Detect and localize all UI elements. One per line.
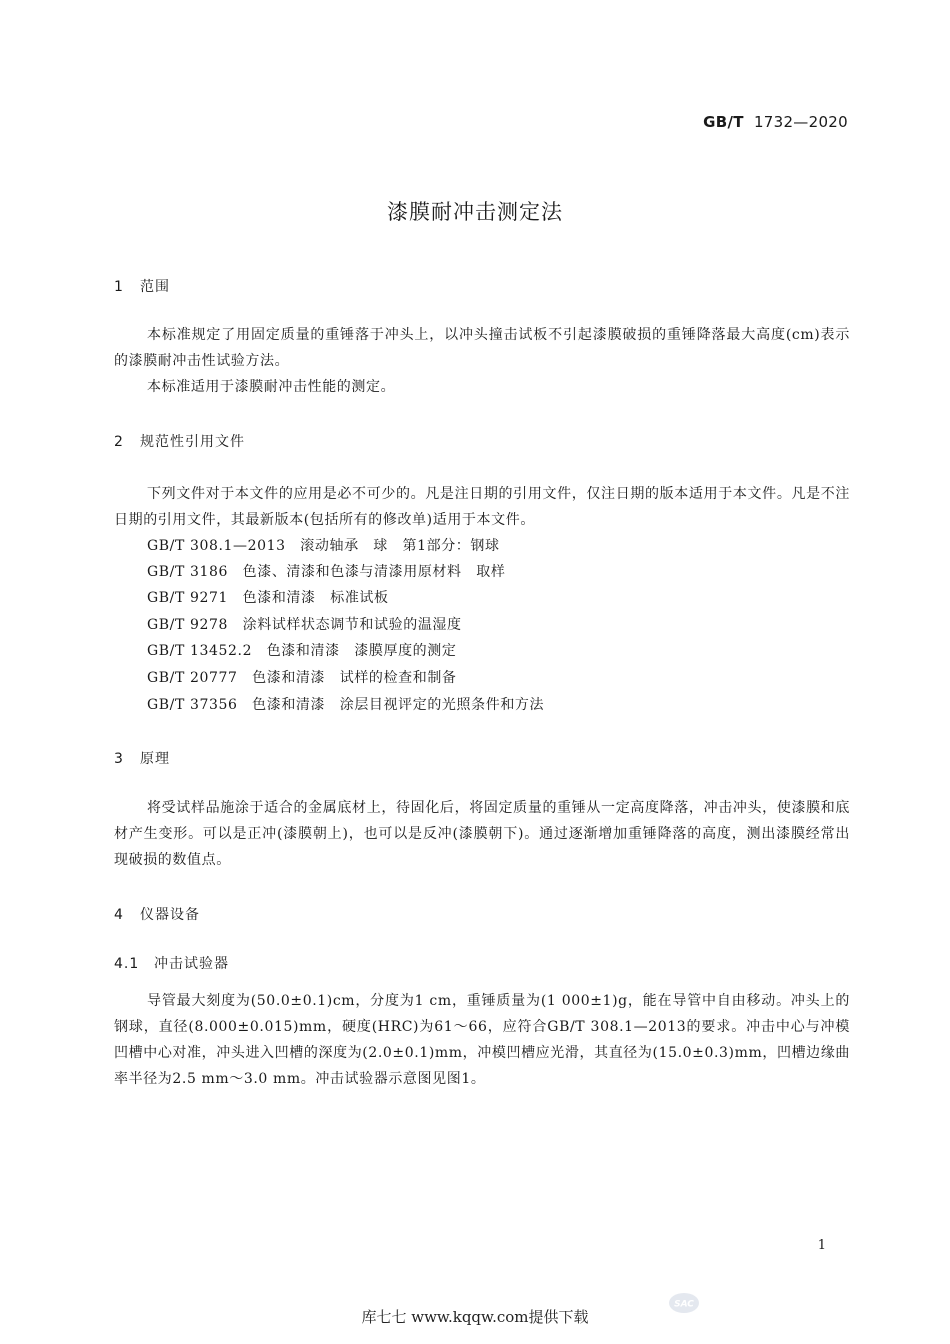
section-3-heading [114, 748, 170, 768]
section-title: 范围 [140, 279, 170, 295]
section-number: 1 [114, 279, 124, 295]
reference-name: 色漆和清漆 漆膜厚度的测定 [266, 643, 457, 659]
section-3-paragraph-1: 将受试样品施涂于适合的金属底材上，待固化后，将固定质量的重锤从一定高度降落，冲击冲头，使漆膜和底材产生变形。可以是正冲(漆膜朝上)，也可以是反冲(漆膜朝下)。通过逐渐增加重锤降落的高度，测出漆膜经常出现破损的数值点。 [114, 800, 850, 868]
section-number: 4.1 [114, 956, 140, 972]
section-2-paragraph-1: 下列文件对于本文件的应用是必不可少的。凡是注日期的引用文件，仅注日期的版本适用于本文件。凡是不注日期的引用文件，其最新版本(包括所有的修改单)适用于本文件。 [114, 486, 850, 528]
section-1-paragraph-2: 本标准适用于漆膜耐冲击性能的测定。 [147, 379, 396, 395]
reference-name: 涂料试样状态调节和试验的温湿度 [242, 617, 462, 633]
reference-name: 滚动轴承 球 第1部分：钢球 [300, 538, 500, 554]
section-1-heading [114, 276, 170, 296]
section-title: 冲击试验器 [154, 956, 229, 972]
reference-item [147, 638, 457, 664]
section-title: 原理 [140, 751, 170, 767]
section-number: 3 [114, 751, 124, 767]
download-footer: 库七七 www.kqqw.com提供下载 [361, 1308, 589, 1326]
section-4-1-heading [114, 953, 229, 973]
section-2-heading [114, 431, 245, 451]
section-number: 4 [114, 907, 124, 923]
sac-logo-text: SAC [674, 1299, 694, 1310]
section-1-paragraph-1: 本标准规定了用固定质量的重锤落于冲头上，以冲头撞击试板不引起漆膜破损的重锤降落最大高度(cm)表示的漆膜耐冲击性试验方法。 [114, 327, 850, 369]
reference-item [147, 692, 544, 718]
reference-item [147, 559, 505, 585]
reference-name: 色漆和清漆 标准试板 [242, 590, 389, 606]
section-4-heading [114, 904, 200, 924]
reference-code: GB/T 3186 [147, 564, 229, 580]
reference-item [147, 665, 457, 691]
reference-code: GB/T 13452.2 [147, 643, 253, 659]
reference-name: 色漆和清漆 试样的检查和制备 [252, 670, 457, 686]
reference-name: 色漆、清漆和色漆与清漆用原材料 取样 [242, 564, 506, 580]
reference-code: GB/T 37356 [147, 697, 238, 713]
section-4-1-paragraph-1: 导管最大刻度为(50.0±0.1)cm，分度为1 cm，重锤质量为(1 000±1)g，能在导管中自由移动。冲头上的钢球，直径(8.000±0.015)mm，硬度(HRC)为61～66，应符合GB/T 308.1—2013的要求。冲击中心与冲模凹槽中心对准，冲头进入凹槽的深度为(2.0±0.1)mm，冲模凹槽应光滑，其直径为(15.0±0.3)mm，凹槽边缘曲率半径为2.5 mm～3.0 mm。冲击试验器示意图见图1。 [114, 993, 850, 1087]
section-number: 2 [114, 434, 124, 450]
reference-code: GB/T 20777 [147, 670, 238, 686]
reference-item [147, 533, 500, 559]
page-number: 1 [817, 1238, 826, 1253]
standard-number: 1732—2020 [753, 113, 848, 131]
reference-code: GB/T 9278 [147, 617, 229, 633]
reference-name: 色漆和清漆 涂层目视评定的光照条件和方法 [252, 697, 545, 713]
section-title: 规范性引用文件 [140, 434, 245, 450]
document-title: 漆膜耐冲击测定法 [387, 200, 563, 224]
standard-prefix: GB/T [703, 113, 744, 131]
reference-item [147, 585, 389, 611]
section-title: 仪器设备 [140, 907, 200, 923]
reference-item [147, 612, 462, 638]
standard-code [703, 113, 848, 131]
reference-code: GB/T 308.1—2013 [147, 538, 286, 554]
reference-code: GB/T 9271 [147, 590, 229, 606]
